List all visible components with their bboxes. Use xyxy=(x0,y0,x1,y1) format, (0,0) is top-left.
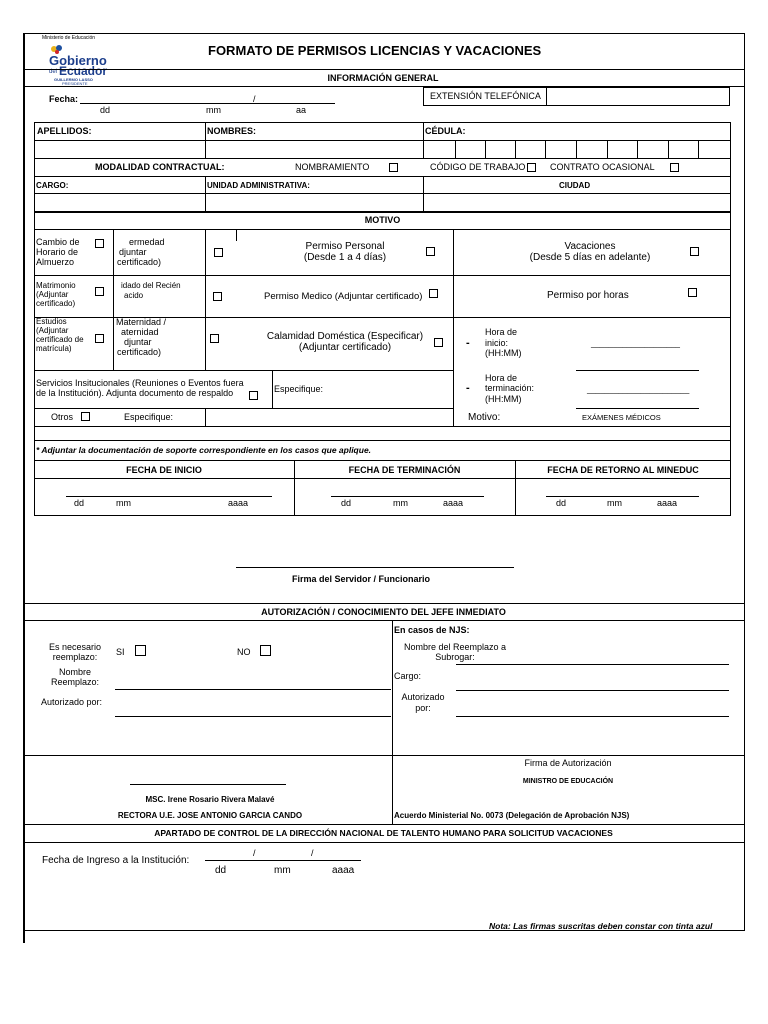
motivo-label: Motivo: xyxy=(468,412,501,423)
motivo-heading: MOTIVO xyxy=(364,215,401,225)
servicios-checkbox[interactable] xyxy=(249,391,258,400)
permiso-medico-checkbox[interactable] xyxy=(429,289,438,298)
fecha-retorno-mm: mm xyxy=(607,498,622,508)
subrogar-line[interactable] xyxy=(456,664,729,665)
cargo-njs-line[interactable] xyxy=(456,690,729,691)
fecha-terminacion-dd: dd xyxy=(341,498,352,508)
vacaciones-line2: (Desde 5 días en adelante) xyxy=(529,252,651,263)
estudios-checkbox[interactable] xyxy=(95,334,104,343)
fecha-terminacion-line xyxy=(331,496,484,497)
motivo-value[interactable]: EXÁMENES MÉDICOS xyxy=(582,413,661,422)
signer-line xyxy=(130,784,286,785)
es-necesario-line1: Es necesario xyxy=(48,642,102,652)
rule xyxy=(423,176,424,212)
estudios-line3: certificado de xyxy=(36,335,84,344)
rule xyxy=(34,440,731,441)
rule xyxy=(515,140,516,158)
estudios-line4: matrícula) xyxy=(36,344,72,353)
autorizado-por2-line2: por: xyxy=(415,703,431,713)
logo-line-4: PRESIDENTE xyxy=(62,81,88,86)
nombres-field[interactable] xyxy=(206,141,422,157)
otros-label: Otros xyxy=(51,412,74,422)
logo-line-2b: Ecuador xyxy=(59,64,108,78)
si-checkbox[interactable] xyxy=(135,645,146,656)
enfermedad-line1: ermedad xyxy=(129,237,165,247)
si-label: SI xyxy=(116,647,125,657)
contrato-ocasional-label: CONTRATO OCASIONAL xyxy=(550,162,655,172)
otros-especifique: Especifique: xyxy=(124,412,174,422)
unidad-label: UNIDAD ADMINISTRATIVA: xyxy=(207,181,310,190)
hora-inicio-line1: Hora de xyxy=(485,327,518,337)
cargo-njs-label: Cargo: xyxy=(394,671,422,681)
cuidado-line1: idado del Recién xyxy=(121,281,181,290)
hora-termino-line1: Hora de xyxy=(485,373,518,383)
fecha-ingreso-aaaa: aaaa xyxy=(332,865,355,876)
hora-inicio-line3: (HH:MM) xyxy=(485,348,522,358)
logo-line-1: Gobierno xyxy=(49,53,107,68)
rule xyxy=(34,478,731,479)
autorizado-por2-line[interactable] xyxy=(456,716,729,717)
cedula-label: CÉDULA: xyxy=(425,126,466,136)
cambio-horario-checkbox[interactable] xyxy=(95,239,104,248)
hora-termino-underscore[interactable]: _______________________ xyxy=(587,385,690,394)
nota-adjuntar: * Adjuntar la documentación de soporte correspondiente en los casos que aplique. xyxy=(36,445,372,455)
permiso-horas-label: Permiso por horas xyxy=(547,290,629,301)
rule xyxy=(392,620,393,825)
fecha-line xyxy=(80,103,335,104)
fecha-retorno-dd: dd xyxy=(556,498,567,508)
cambio-horario-line1: Cambio de xyxy=(36,237,80,247)
signer-title: RECTORA U.E. JOSE ANTONIO GARCIA CANDO xyxy=(117,811,303,820)
permiso-personal-checkbox[interactable] xyxy=(426,247,435,256)
logo-line-2a: del xyxy=(49,69,58,75)
rule xyxy=(34,193,731,194)
contrato-ocasional-checkbox[interactable] xyxy=(670,163,679,172)
fecha-inicio-dd: dd xyxy=(74,498,85,508)
rule xyxy=(485,426,731,427)
rule xyxy=(23,603,744,604)
nombre-reemplazo-line1: Nombre xyxy=(58,667,91,677)
modalidad-label: MODALIDAD CONTRACTUAL: xyxy=(95,162,225,172)
matrimonio-line3: certificado) xyxy=(36,299,76,308)
firma-servidor-label: Firma del Servidor / Funcionario xyxy=(291,574,431,584)
signer-name: MSC. Irene Rosario Rivera Malavé xyxy=(145,795,275,804)
rule xyxy=(34,370,454,371)
autorizado-por-label: Autorizado por: xyxy=(41,697,103,707)
fecha-inicio-line xyxy=(66,496,272,497)
rule xyxy=(34,229,731,230)
es-necesario-line2: reemplazo: xyxy=(52,652,98,662)
fecha-mm: mm xyxy=(206,105,221,115)
otros-checkbox[interactable] xyxy=(81,412,90,421)
servicios-line1: Servicios Insitucionales (Reuniones o Eventos fuera xyxy=(36,378,244,388)
maternidad-line3: djuntar xyxy=(124,337,152,347)
rule xyxy=(236,229,237,241)
info-general-heading: INFORMACIÓN GENERAL xyxy=(327,73,439,83)
rule xyxy=(205,176,206,212)
hora-termino-line3: (HH:MM) xyxy=(485,394,522,404)
fecha-retorno-line xyxy=(546,496,699,497)
rule xyxy=(607,140,608,158)
fecha-inicio-mm: mm xyxy=(116,498,131,508)
servicios-especifique: Especifique: xyxy=(274,384,324,394)
servicios-line2: de la Institución). Adjunta documento de respaldo xyxy=(36,388,234,398)
nota-tinta: Nota: Las firmas suscritas deben constar con tinta azul xyxy=(489,921,713,931)
fecha-ingreso-label: Fecha de Ingreso a la Institución: xyxy=(42,855,190,866)
rule xyxy=(637,140,638,158)
control-heading: APARTADO DE CONTROL DE LA DIRECCIÓN NACIONAL DE TALENTO HUMANO PARA SOLICITUD VACACIONES xyxy=(154,828,613,838)
rule xyxy=(23,842,744,843)
acuerdo-label: Acuerdo Ministerial No. 0073 (Delegación de Aprobación NJS) xyxy=(394,811,630,820)
rule xyxy=(423,122,424,158)
hora-inicio-rule xyxy=(576,370,699,371)
permiso-medico-label: Permiso Medico (Adjuntar certificado) xyxy=(264,291,423,302)
fecha-retorno-heading: FECHA DE RETORNO AL MINEDUC xyxy=(547,465,699,475)
fecha-label: Fecha: xyxy=(49,94,79,104)
rule xyxy=(23,824,744,825)
rule xyxy=(205,229,206,370)
fecha-terminacion-mm: mm xyxy=(393,498,408,508)
calamidad-line1: Calamidad Doméstica (Especificar) xyxy=(266,331,424,342)
cuidado-line2: acido xyxy=(124,291,144,300)
fecha-inicio-aaaa: aaaa xyxy=(228,498,249,508)
hora-inicio-underscore[interactable]: ____________________ xyxy=(591,339,680,348)
hora-termino-rule xyxy=(576,408,699,409)
permiso-horas-checkbox[interactable] xyxy=(688,288,697,297)
njs-heading: En casos de NJS: xyxy=(394,625,470,635)
permiso-personal-line2: (Desde 1 a 4 días) xyxy=(303,252,387,263)
rule xyxy=(546,87,547,106)
apellidos-field[interactable] xyxy=(35,141,204,157)
page-right-border xyxy=(744,33,745,931)
fecha-ingreso-line[interactable] xyxy=(205,860,361,861)
cargo-label: CARGO: xyxy=(36,181,69,190)
logo-line-3: GUILLERMO LASSO xyxy=(54,77,93,82)
rule xyxy=(205,408,206,426)
estudios-line1: Estudios xyxy=(36,317,67,326)
page-top-border xyxy=(23,33,744,34)
fecha-ingreso-slash1: / xyxy=(253,848,256,858)
codigo-trabajo-checkbox[interactable] xyxy=(527,163,536,172)
matrimonio-line1: Matrimonio xyxy=(36,281,76,290)
enfermedad-line2: djuntar xyxy=(119,247,147,257)
nombre-reemplazo-line[interactable] xyxy=(115,689,391,690)
rule xyxy=(23,620,744,621)
fecha-aa: aa xyxy=(296,105,307,115)
rule xyxy=(272,370,273,408)
page-left-border xyxy=(23,33,25,943)
dash-inicio: - xyxy=(466,337,470,349)
dash-termino: - xyxy=(466,382,470,394)
ministro-label: MINISTRO DE EDUCACIÓN xyxy=(522,778,614,785)
subrogar-line2: Subrogar: xyxy=(435,652,475,662)
nombramiento-checkbox[interactable] xyxy=(389,163,398,172)
fecha-dd: dd xyxy=(100,105,111,115)
firma-autorizacion-label: Firma de Autorización xyxy=(524,758,612,768)
ministry-small-text: Ministerio de Educación xyxy=(42,35,96,41)
matrimonio-line2: (Adjuntar xyxy=(36,290,69,299)
rule xyxy=(485,140,486,158)
enfermedad-checkbox[interactable] xyxy=(214,248,223,257)
rule xyxy=(34,275,731,276)
rule xyxy=(34,408,454,409)
no-label: NO xyxy=(237,647,251,657)
autorizado-por-line[interactable] xyxy=(115,716,391,717)
rule xyxy=(34,460,731,461)
form-title: FORMATO DE PERMISOS LICENCIAS Y VACACIONES xyxy=(208,43,542,58)
rule xyxy=(576,140,577,158)
page-bottom-border xyxy=(23,930,744,931)
fecha-ingreso-dd: dd xyxy=(215,865,227,876)
ciudad-label: CIUDAD xyxy=(559,181,591,190)
rule xyxy=(545,140,546,158)
rule xyxy=(453,229,454,427)
rule xyxy=(34,176,731,177)
autorizacion-heading: AUTORIZACIÓN / CONOCIMIENTO DEL JEFE INMEDIATO xyxy=(261,607,506,617)
vacaciones-line1: Vacaciones xyxy=(564,241,616,252)
rule xyxy=(455,140,456,158)
calamidad-line2: (Adjuntar certificado) xyxy=(298,342,392,353)
hora-inicio-line2: inicio: xyxy=(485,338,509,348)
firma-servidor-line xyxy=(236,567,514,568)
nombramiento-label: NOMBRAMIENTO xyxy=(295,162,370,172)
codigo-trabajo-label: CÓDIGO DE TRABAJO xyxy=(430,162,526,172)
maternidad-line4: certificado) xyxy=(117,347,162,357)
fecha-ingreso-slash2: / xyxy=(311,848,314,858)
fecha-inicio-heading: FECHA DE INICIO xyxy=(126,465,202,475)
nombre-reemplazo-line2: Reemplazo: xyxy=(50,677,100,687)
cambio-horario-line3: Almuerzo xyxy=(36,257,75,267)
rule xyxy=(34,158,731,159)
maternidad-checkbox[interactable] xyxy=(210,334,219,343)
apellidos-label: APELLIDOS: xyxy=(37,126,92,136)
rule xyxy=(23,755,744,756)
enfermedad-line3: certificado) xyxy=(117,257,162,267)
fecha-terminacion-heading: FECHA DE TERMINACIÓN xyxy=(348,465,461,475)
rule xyxy=(668,140,669,158)
estudios-line2: (Adjuntar xyxy=(36,326,69,335)
rule xyxy=(698,140,699,158)
vacaciones-checkbox[interactable] xyxy=(690,247,699,256)
rule xyxy=(113,229,114,370)
fecha-retorno-aaaa: aaaa xyxy=(657,498,678,508)
subrogar-line1: Nombre del Reemplazo a xyxy=(403,642,507,652)
maternidad-line2: aternidad xyxy=(121,327,159,337)
matrimonio-checkbox[interactable] xyxy=(95,287,104,296)
calamidad-checkbox[interactable] xyxy=(434,338,443,347)
autorizado-por2-line1: Autorizado xyxy=(401,692,445,702)
nombres-label: NOMBRES: xyxy=(207,126,256,136)
cambio-horario-line2: Horario de xyxy=(36,247,79,257)
fecha-slash: / xyxy=(253,94,256,104)
extension-label: EXTENSIÓN TELEFÓNICA xyxy=(430,91,541,101)
no-checkbox[interactable] xyxy=(260,645,271,656)
rule xyxy=(23,69,744,70)
fecha-terminacion-aaaa: aaaa xyxy=(443,498,464,508)
fecha-ingreso-mm: mm xyxy=(274,865,291,876)
hora-termino-line2: terminación: xyxy=(485,383,535,393)
maternidad-line1: Maternidad / xyxy=(116,317,167,327)
permiso-personal-line1: Permiso Personal xyxy=(305,241,385,252)
cuidado-checkbox[interactable] xyxy=(213,292,222,301)
